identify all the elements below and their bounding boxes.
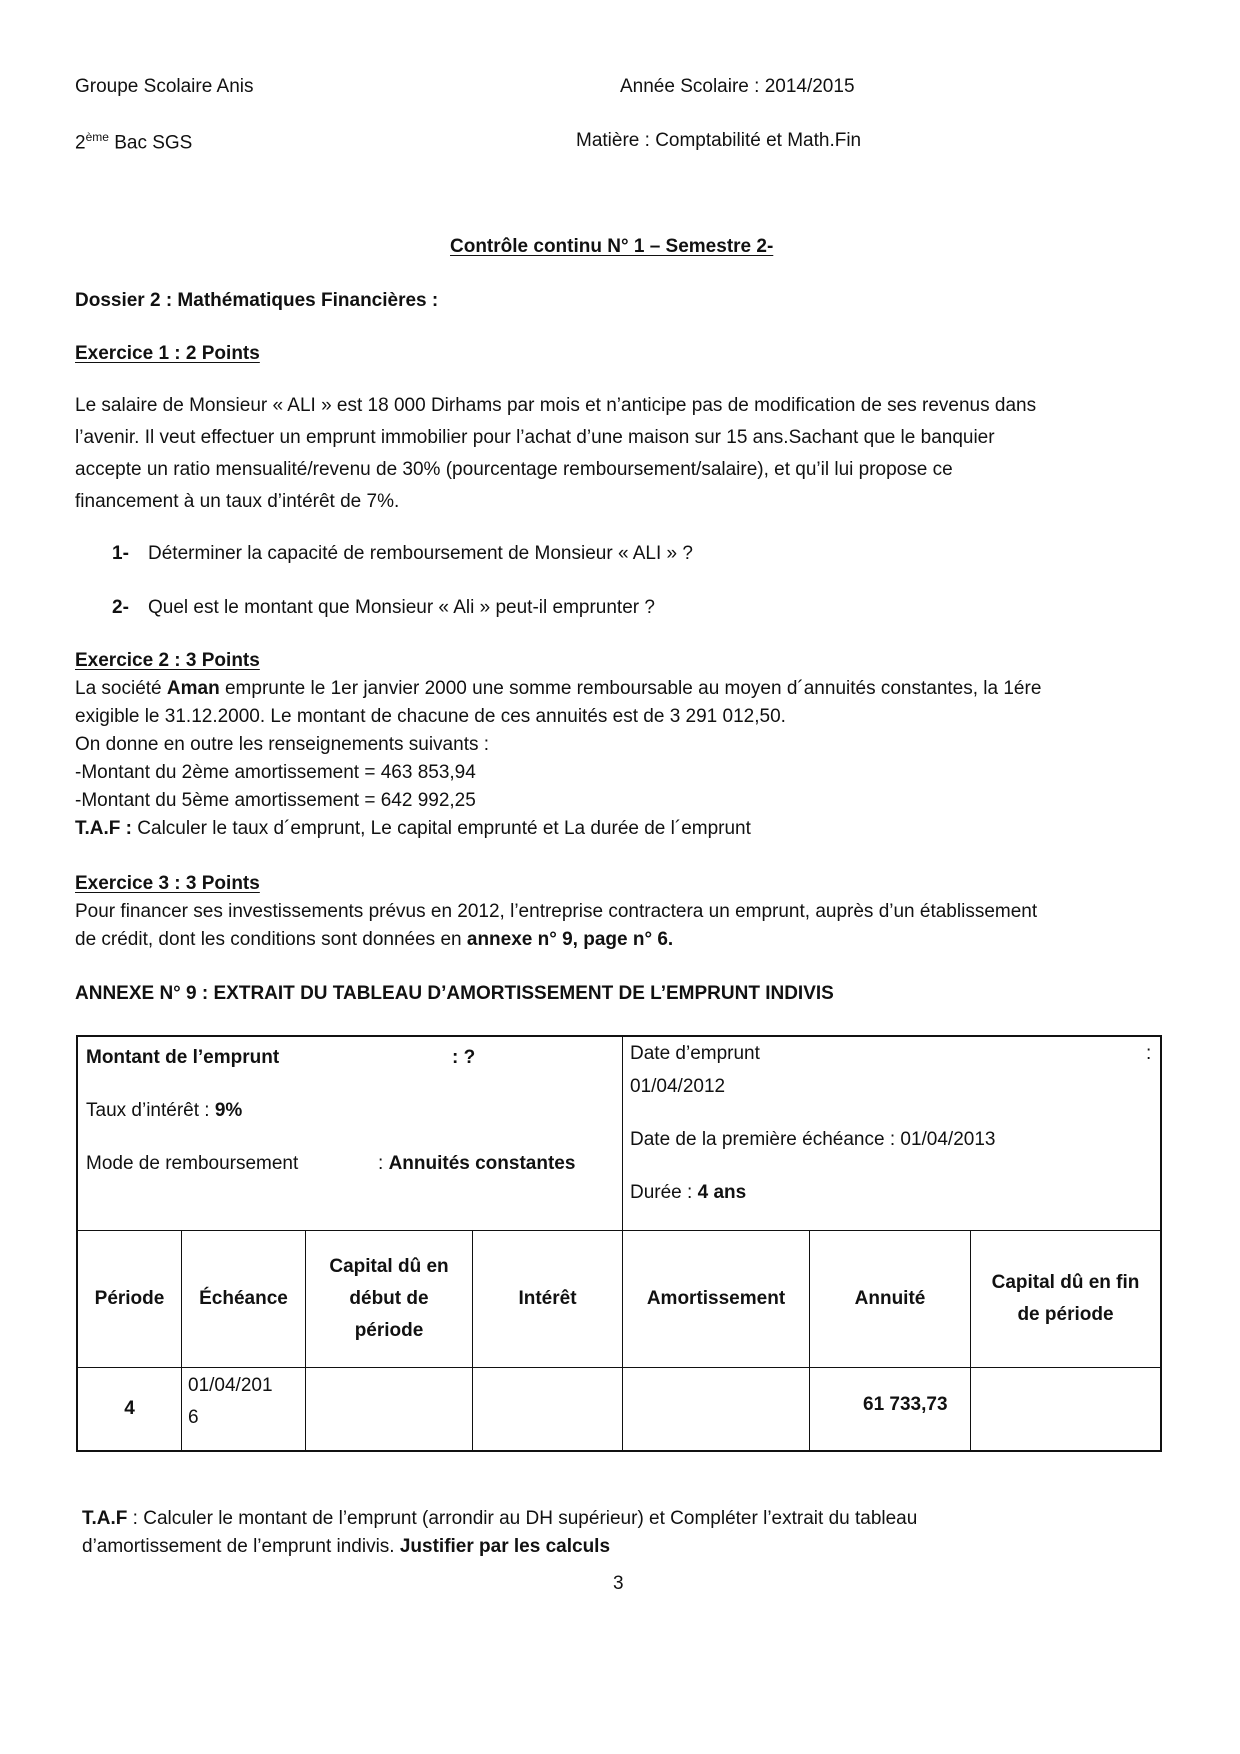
school-year: Année Scolaire : 2014/2015 bbox=[620, 76, 855, 97]
first-due-date: Date de la première échéance : 01/04/2013 bbox=[630, 1129, 996, 1150]
class-level: 2ème Bac SGS bbox=[75, 130, 193, 154]
col-echeance: Échéance bbox=[199, 1287, 288, 1309]
repayment-mode-value: : Annuités constantes bbox=[378, 1153, 576, 1174]
loan-duration: Durée : 4 ans bbox=[630, 1182, 747, 1203]
subject: Matière : Comptabilité et Math.Fin bbox=[576, 130, 862, 151]
loan-date-label: Date d’emprunt bbox=[630, 1043, 760, 1064]
col-periode: Période bbox=[94, 1287, 165, 1309]
col-capital-debut: Capital dû en début de période bbox=[329, 1255, 449, 1341]
exercise-3-statement: Pour financer ses investissements prévus en 2012, l’entreprise contractera un emprunt, auprès d’un établissement de crédit, dont les conditions sont données en annexe n° 9, page n° 6. bbox=[75, 901, 1038, 950]
col-amortissement: Amortissement bbox=[646, 1287, 786, 1309]
loan-date-colon: : bbox=[1146, 1043, 1152, 1064]
exercise-1-question-1: 1- Déterminer la capacité de remboursement de Monsieur « ALI » ? bbox=[112, 543, 693, 564]
exercise-1-statement: Le salaire de Monsieur « ALI » est 18 000 Dirhams par mois et n’anticipe pas de modification de ses revenus dans l’avenir. Il veut effectuer un emprunt immobilier pour l’achat d’une maison sur 15 ans.Sachant que le banquier accepte un ratio mensualité/revenu de 30% (pourcentage remboursement/salaire), et qu’il lui propose ce financement à un taux d’intérêt de 7%. bbox=[75, 395, 1037, 512]
repayment-mode-label: Mode de remboursement bbox=[86, 1153, 299, 1174]
exercise-3-heading: Exercice 3 : 3 Points bbox=[75, 873, 260, 894]
loan-date-value: 01/04/2012 bbox=[630, 1076, 726, 1097]
amortization-table bbox=[76, 1035, 1162, 1452]
row-echeance: 01/04/201 6 bbox=[188, 1375, 273, 1428]
col-capital-fin: Capital dû en fin de période bbox=[991, 1271, 1140, 1325]
school-name: Groupe Scolaire Anis bbox=[75, 76, 254, 97]
interest-rate: Taux d’intérêt : 9% bbox=[86, 1100, 243, 1121]
final-instructions: T.A.F : Calculer le montant de l’emprunt (arrondir au DH supérieur) et Compléter l’extrait du tableau d’amortissement de l’emprunt indivis. Justifier par les calculs bbox=[82, 1508, 918, 1557]
row-annuite: 61 733,73 bbox=[863, 1394, 948, 1415]
exercise-1-heading: Exercice 1 : 2 Points bbox=[75, 343, 260, 364]
col-annuite: Annuité bbox=[854, 1287, 926, 1309]
row-periode: 4 bbox=[124, 1398, 135, 1419]
exercise-1-question-2: 2- Quel est le montant que Monsieur « Ali » peut-il emprunter ? bbox=[112, 597, 655, 618]
page-title: Contrôle continu N° 1 – Semestre 2- bbox=[450, 236, 774, 257]
loan-amount-label: Montant de l’emprunt bbox=[86, 1047, 280, 1068]
exercise-2-statement: La société Aman emprunte le 1er janvier 2000 une somme remboursable au moyen d´annuités constantes, la 1ére exigible le 31.12.2000. Le montant de chacune de ces annuités est de 3 291 012,50. On donne en outre les renseignements suivants : -Montant du 2ème amortissement = 463 853,94 -Montant du 5ème amortissement = 642 992,25 T.A.F : Calculer le taux d´emprunt, Le capital emprunté et La durée de l´emprunt bbox=[75, 678, 1042, 839]
dossier-heading: Dossier 2 : Mathématiques Financières : bbox=[75, 290, 439, 311]
col-interet: Intérêt bbox=[518, 1287, 577, 1309]
exercise-2-heading: Exercice 2 : 3 Points bbox=[75, 650, 260, 671]
loan-amount-value: : ? bbox=[452, 1047, 476, 1068]
page-number: 3 bbox=[613, 1573, 624, 1594]
annex-title: ANNEXE N° 9 : EXTRAIT DU TABLEAU D’AMORTISSEMENT DE L’EMPRUNT INDIVIS bbox=[75, 983, 834, 1004]
